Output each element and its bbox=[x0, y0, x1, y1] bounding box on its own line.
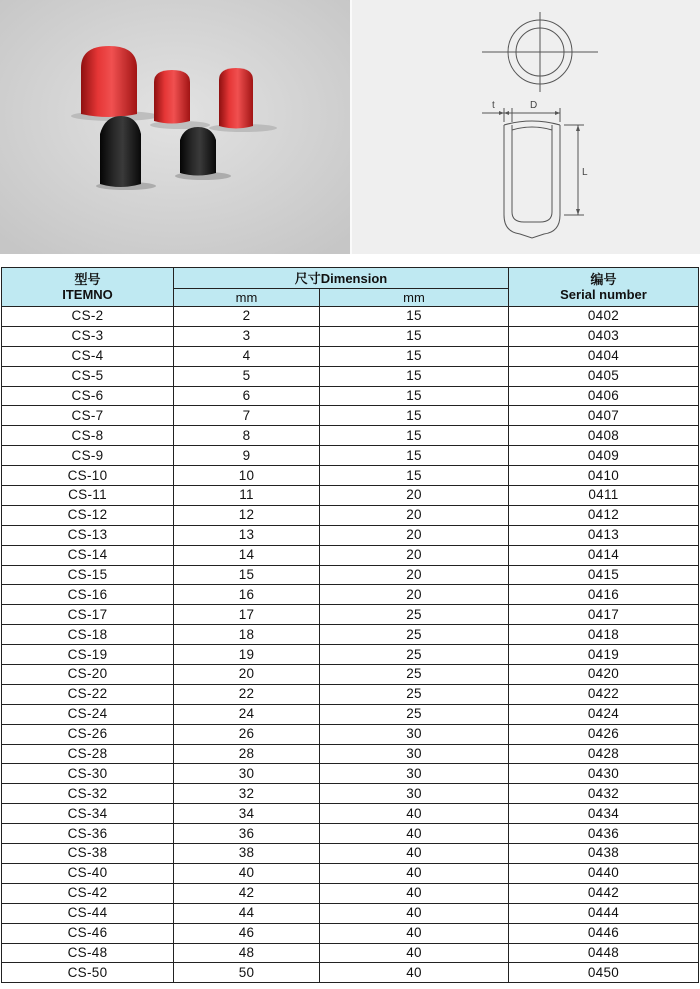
table-row bbox=[2, 525, 699, 545]
cell-serial: 0413 bbox=[509, 525, 699, 545]
header-serial-en: Serial number bbox=[560, 287, 647, 302]
cell-serial: 0414 bbox=[509, 545, 699, 565]
cell-length: 25 bbox=[320, 704, 509, 724]
cell-length: 20 bbox=[320, 565, 509, 585]
cell-serial: 0411 bbox=[509, 486, 699, 506]
cell-diameter: 40 bbox=[174, 863, 320, 883]
cell-item: CS-32 bbox=[2, 784, 174, 804]
cell-item: CS-6 bbox=[2, 386, 174, 406]
table-row bbox=[2, 446, 699, 466]
red-cap-medium bbox=[219, 68, 253, 129]
cell-serial: 0402 bbox=[509, 307, 699, 327]
cell-diameter: 2 bbox=[174, 307, 320, 327]
cell-serial: 0405 bbox=[509, 366, 699, 386]
cell-diameter: 9 bbox=[174, 446, 320, 466]
cell-length: 15 bbox=[320, 406, 509, 426]
cell-length: 40 bbox=[320, 804, 509, 824]
cell-serial: 0440 bbox=[509, 863, 699, 883]
cell-serial: 0410 bbox=[509, 466, 699, 486]
cell-diameter: 26 bbox=[174, 724, 320, 744]
table-row bbox=[2, 366, 699, 386]
table-row bbox=[2, 963, 699, 983]
cell-serial: 0419 bbox=[509, 645, 699, 665]
cell-serial: 0426 bbox=[509, 724, 699, 744]
cell-item: CS-4 bbox=[2, 346, 174, 366]
cell-item: CS-3 bbox=[2, 326, 174, 346]
cell-diameter: 16 bbox=[174, 585, 320, 605]
cell-serial: 0444 bbox=[509, 903, 699, 923]
cell-diameter: 4 bbox=[174, 346, 320, 366]
table-row bbox=[2, 704, 699, 724]
cell-item: CS-10 bbox=[2, 466, 174, 486]
cap-dimension-drawing bbox=[352, 0, 700, 254]
spec-table-body bbox=[2, 307, 699, 983]
cell-length: 40 bbox=[320, 824, 509, 844]
cell-diameter: 19 bbox=[174, 645, 320, 665]
header-unit-length: mm bbox=[320, 289, 509, 307]
cell-item: CS-38 bbox=[2, 844, 174, 864]
cell-item: CS-18 bbox=[2, 625, 174, 645]
cell-item: CS-44 bbox=[2, 903, 174, 923]
product-photo bbox=[0, 0, 350, 254]
cell-diameter: 6 bbox=[174, 386, 320, 406]
cell-serial: 0438 bbox=[509, 844, 699, 864]
label-d: D bbox=[530, 100, 538, 111]
header-dimension: 尺寸Dimension bbox=[174, 268, 509, 289]
cell-item: CS-46 bbox=[2, 923, 174, 943]
table-row bbox=[2, 764, 699, 784]
table-row bbox=[2, 645, 699, 665]
cell-item: CS-17 bbox=[2, 605, 174, 625]
table-row bbox=[2, 824, 699, 844]
cell-diameter: 10 bbox=[174, 466, 320, 486]
spec-table-header bbox=[2, 268, 699, 307]
label-l: L bbox=[582, 167, 588, 178]
table-row bbox=[2, 943, 699, 963]
cell-serial: 0416 bbox=[509, 585, 699, 605]
cell-serial: 0434 bbox=[509, 804, 699, 824]
cell-item: CS-50 bbox=[2, 963, 174, 983]
cell-item: CS-24 bbox=[2, 704, 174, 724]
spacer bbox=[0, 254, 700, 267]
cell-item: CS-36 bbox=[2, 824, 174, 844]
header-item-en: ITEMNO bbox=[62, 287, 113, 302]
cell-length: 15 bbox=[320, 307, 509, 327]
table-row bbox=[2, 386, 699, 406]
table-row bbox=[2, 307, 699, 327]
cell-length: 25 bbox=[320, 665, 509, 685]
cell-length: 30 bbox=[320, 784, 509, 804]
cell-length: 30 bbox=[320, 724, 509, 744]
spec-table bbox=[1, 267, 699, 983]
cell-diameter: 48 bbox=[174, 943, 320, 963]
cell-serial: 0407 bbox=[509, 406, 699, 426]
cell-diameter: 18 bbox=[174, 625, 320, 645]
cell-diameter: 3 bbox=[174, 326, 320, 346]
cell-length: 15 bbox=[320, 386, 509, 406]
header-unit-diameter: mm bbox=[174, 289, 320, 307]
table-row bbox=[2, 346, 699, 366]
cell-serial: 0448 bbox=[509, 943, 699, 963]
cell-serial: 0412 bbox=[509, 505, 699, 525]
cell-length: 30 bbox=[320, 764, 509, 784]
cell-serial: 0415 bbox=[509, 565, 699, 585]
cell-item: CS-9 bbox=[2, 446, 174, 466]
cell-serial: 0408 bbox=[509, 426, 699, 446]
table-row bbox=[2, 923, 699, 943]
cell-length: 15 bbox=[320, 346, 509, 366]
cell-diameter: 20 bbox=[174, 665, 320, 685]
cell-length: 40 bbox=[320, 963, 509, 983]
cell-diameter: 34 bbox=[174, 804, 320, 824]
cell-diameter: 32 bbox=[174, 784, 320, 804]
cell-length: 15 bbox=[320, 466, 509, 486]
cell-length: 15 bbox=[320, 446, 509, 466]
cell-item: CS-15 bbox=[2, 565, 174, 585]
table-row bbox=[2, 863, 699, 883]
cell-item: CS-2 bbox=[2, 307, 174, 327]
cell-item: CS-40 bbox=[2, 863, 174, 883]
cell-length: 40 bbox=[320, 863, 509, 883]
cell-item: CS-48 bbox=[2, 943, 174, 963]
cell-serial: 0409 bbox=[509, 446, 699, 466]
table-row bbox=[2, 665, 699, 685]
cell-serial: 0418 bbox=[509, 625, 699, 645]
table-row bbox=[2, 724, 699, 744]
table-row bbox=[2, 406, 699, 426]
cell-item: CS-5 bbox=[2, 366, 174, 386]
cell-diameter: 14 bbox=[174, 545, 320, 565]
table-row bbox=[2, 545, 699, 565]
table-row bbox=[2, 605, 699, 625]
cell-item: CS-26 bbox=[2, 724, 174, 744]
cell-diameter: 46 bbox=[174, 923, 320, 943]
cell-diameter: 22 bbox=[174, 684, 320, 704]
table-row bbox=[2, 744, 699, 764]
cell-length: 40 bbox=[320, 943, 509, 963]
cell-length: 25 bbox=[320, 645, 509, 665]
cell-item: CS-20 bbox=[2, 665, 174, 685]
table-row bbox=[2, 903, 699, 923]
cell-serial: 0422 bbox=[509, 684, 699, 704]
header-serial bbox=[509, 268, 699, 307]
cell-serial: 0442 bbox=[509, 883, 699, 903]
cell-length: 25 bbox=[320, 684, 509, 704]
black-cap-large bbox=[100, 116, 141, 187]
cell-length: 40 bbox=[320, 883, 509, 903]
black-cap-small bbox=[180, 127, 216, 176]
cell-diameter: 44 bbox=[174, 903, 320, 923]
cell-serial: 0417 bbox=[509, 605, 699, 625]
cell-length: 25 bbox=[320, 625, 509, 645]
table-row bbox=[2, 426, 699, 446]
cell-length: 25 bbox=[320, 605, 509, 625]
cell-length: 40 bbox=[320, 923, 509, 943]
cell-length: 20 bbox=[320, 486, 509, 506]
cell-item: CS-12 bbox=[2, 505, 174, 525]
cell-diameter: 11 bbox=[174, 486, 320, 506]
table-row bbox=[2, 505, 699, 525]
table-row bbox=[2, 804, 699, 824]
cell-diameter: 30 bbox=[174, 764, 320, 784]
cell-serial: 0424 bbox=[509, 704, 699, 724]
cell-item: CS-30 bbox=[2, 764, 174, 784]
cell-diameter: 7 bbox=[174, 406, 320, 426]
cell-item: CS-28 bbox=[2, 744, 174, 764]
cell-serial: 0430 bbox=[509, 764, 699, 784]
cell-serial: 0404 bbox=[509, 346, 699, 366]
cell-diameter: 5 bbox=[174, 366, 320, 386]
cell-diameter: 38 bbox=[174, 844, 320, 864]
cell-diameter: 13 bbox=[174, 525, 320, 545]
cell-item: CS-14 bbox=[2, 545, 174, 565]
header-item-cn: 型号 bbox=[74, 272, 101, 287]
cell-diameter: 36 bbox=[174, 824, 320, 844]
cell-diameter: 42 bbox=[174, 883, 320, 903]
header-item bbox=[2, 268, 174, 307]
cell-diameter: 12 bbox=[174, 505, 320, 525]
cell-item: CS-16 bbox=[2, 585, 174, 605]
cell-item: CS-13 bbox=[2, 525, 174, 545]
cell-diameter: 8 bbox=[174, 426, 320, 446]
table-row bbox=[2, 844, 699, 864]
table-row bbox=[2, 326, 699, 346]
cell-serial: 0436 bbox=[509, 824, 699, 844]
cell-length: 20 bbox=[320, 525, 509, 545]
cell-length: 40 bbox=[320, 844, 509, 864]
cell-diameter: 17 bbox=[174, 605, 320, 625]
label-t: t bbox=[492, 100, 495, 111]
end-caps-photo bbox=[0, 0, 350, 254]
cell-serial: 0406 bbox=[509, 386, 699, 406]
cell-item: CS-7 bbox=[2, 406, 174, 426]
cell-serial: 0428 bbox=[509, 744, 699, 764]
cell-item: CS-22 bbox=[2, 684, 174, 704]
cell-length: 15 bbox=[320, 426, 509, 446]
table-row bbox=[2, 565, 699, 585]
cell-item: CS-34 bbox=[2, 804, 174, 824]
cell-serial: 0450 bbox=[509, 963, 699, 983]
cell-length: 15 bbox=[320, 366, 509, 386]
cell-length: 20 bbox=[320, 545, 509, 565]
cell-item: CS-11 bbox=[2, 486, 174, 506]
cell-diameter: 28 bbox=[174, 744, 320, 764]
cell-length: 15 bbox=[320, 326, 509, 346]
cell-length: 20 bbox=[320, 585, 509, 605]
cell-serial: 0403 bbox=[509, 326, 699, 346]
cell-item: CS-42 bbox=[2, 883, 174, 903]
red-cap-small bbox=[154, 70, 190, 124]
cell-diameter: 15 bbox=[174, 565, 320, 585]
table-row bbox=[2, 625, 699, 645]
cell-length: 20 bbox=[320, 505, 509, 525]
cell-serial: 0420 bbox=[509, 665, 699, 685]
cell-diameter: 24 bbox=[174, 704, 320, 724]
table-row bbox=[2, 585, 699, 605]
cell-item: CS-19 bbox=[2, 645, 174, 665]
cell-diameter: 50 bbox=[174, 963, 320, 983]
red-cap-large bbox=[81, 46, 137, 117]
table-row bbox=[2, 466, 699, 486]
cell-item: CS-8 bbox=[2, 426, 174, 446]
table-row bbox=[2, 883, 699, 903]
cell-serial: 0446 bbox=[509, 923, 699, 943]
cell-serial: 0432 bbox=[509, 784, 699, 804]
cell-length: 30 bbox=[320, 744, 509, 764]
table-row bbox=[2, 784, 699, 804]
table-row bbox=[2, 684, 699, 704]
cell-length: 40 bbox=[320, 903, 509, 923]
table-row bbox=[2, 486, 699, 506]
product-header bbox=[0, 0, 700, 254]
technical-drawing bbox=[352, 0, 700, 254]
header-serial-cn: 编号 bbox=[590, 272, 617, 287]
